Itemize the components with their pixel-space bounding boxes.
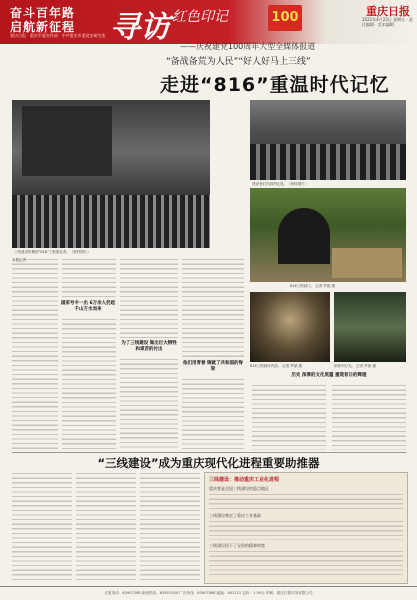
- slogan-line-2: 启航新征程: [10, 20, 76, 34]
- subhead-2: 为了三线建设 做出巨大牺牲和艰苦的付出: [121, 341, 177, 352]
- article-column-4b: [182, 378, 244, 450]
- second-headline: “三线建设”成为重庆现代化进程重要助推器: [97, 456, 320, 470]
- slogan-small-text: 重庆日报 · 重庆市委宣传部 · 中共重庆市委党史研究室: [10, 33, 106, 38]
- second-column-3: [140, 472, 200, 582]
- paper-name: 重庆日报: [366, 5, 410, 18]
- second-column-1: [12, 472, 72, 582]
- subhead-3: 他们用青春 铸就了共和国的脊梁: [182, 361, 244, 372]
- photo-cave-entrance: [250, 188, 406, 282]
- box-text: [209, 493, 403, 511]
- article-column-2b: [62, 318, 116, 450]
- anniversary-logo: 100: [268, 5, 302, 31]
- second-box: [204, 472, 408, 584]
- section-title-xunfang: 寻访: [110, 10, 170, 45]
- photo-sandbags: [332, 248, 402, 278]
- series-subtitle: ——庆祝建党100周年大型全媒体报道: [180, 42, 316, 51]
- article-column-2a: [62, 258, 116, 298]
- box-title: 三线建设：推动重庆工业化进程: [209, 477, 280, 483]
- photo-cave-canteen: [250, 100, 406, 180]
- box-text: [209, 550, 403, 578]
- photo-caption: 三线建设时期的“816”工程建设者。（资料图片）: [14, 250, 91, 254]
- article-column-5: [252, 384, 326, 450]
- photo-wartime-workers: [12, 100, 210, 248]
- box-line: 三线建设奠定了重庆工业基础: [209, 513, 261, 518]
- photo-tunnel-lights: [334, 292, 406, 362]
- article-column-4a: [182, 258, 244, 358]
- photo-crowd: [12, 195, 210, 248]
- box-text: [209, 520, 403, 540]
- subhead-4: 历史 深厚的文化底蕴 重现昔日的辉煌: [291, 373, 367, 378]
- photo-tunnel-interior: [250, 292, 330, 362]
- article-column-6: [332, 384, 406, 450]
- article-column-1: [12, 258, 58, 450]
- footer: 订报电话：63907268 新闻热线：63907000 广告热线：63907888 邮编：401121 定价：1.50元 印刷：重庆日报印务有限公司: [0, 586, 417, 600]
- article-column-3a: [120, 258, 178, 338]
- photo-banner-wall: [22, 106, 112, 176]
- quote-subtitle: “备战备荒为人民”“好人好马上三线”: [166, 57, 311, 67]
- byline: 本报记者: [12, 258, 26, 262]
- photo-caption: 建设者们在洞内吃饭。（资料图片）: [252, 182, 308, 186]
- main-headline: 走进“816”重温时代记忆: [160, 74, 390, 96]
- photo-caption: 816工程洞口。 记者 罗斌 摄: [290, 284, 336, 288]
- slogan-line-1: 奋斗百年路: [10, 6, 76, 20]
- section-divider: [12, 452, 406, 453]
- photo-diners: [250, 144, 406, 180]
- section-title-hongse: 红色印记: [172, 9, 228, 25]
- subhead-1: 国家号令一出 6万余人扔起千山万水而来: [60, 301, 116, 312]
- box-line: 重庆曾是全国三线建设的重点地区: [209, 486, 269, 491]
- photo-caption: 洞体内灯光。 记者 罗斌 摄: [334, 364, 376, 368]
- second-column-2: [76, 472, 136, 582]
- article-column-3b: [120, 358, 178, 450]
- photo-caption: 816工程洞体内部。 记者 罗斌 摄: [250, 364, 303, 368]
- photo-tunnel-arch: [278, 208, 330, 264]
- box-line: 三线建设留下了宝贵的精神财富: [209, 543, 265, 548]
- date-info: 2021年4月23日 星期五 · 责任编辑 · 美术编辑: [362, 17, 413, 27]
